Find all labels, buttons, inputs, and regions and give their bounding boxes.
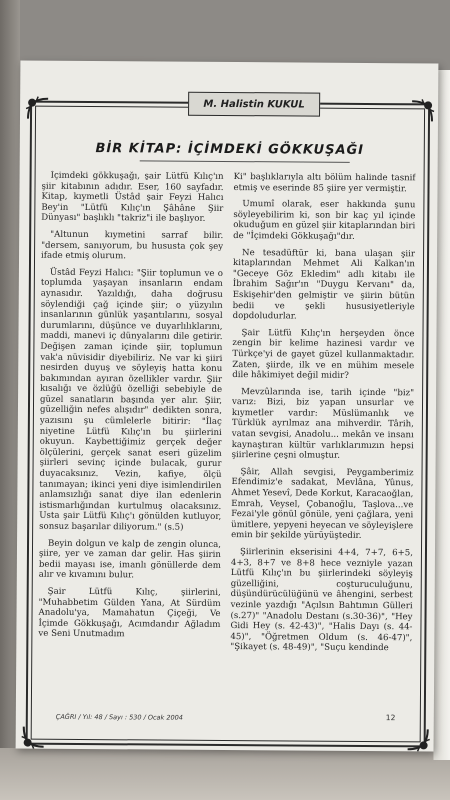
ornament-corner-icon bbox=[20, 723, 48, 751]
paragraph: Şair Lütfü Kılıç, şiirlerini, "Muhabbetim Gülden Yana, At Sürdüm Anadolu'ya, Mamahatun Çiçeği, Ve İçimde Gökkuşağı, Acımdandır Ağladım ve Seni Unutmadım bbox=[38, 586, 221, 640]
ornament-corner-icon bbox=[404, 725, 432, 751]
paragraph: Mevzûlarında ise, tarih içinde "biz" varız: Bizi, biz yapan unsurlar ve kıymetler vardır: Müslümanlık ve Türklük ayrılmaz ana mihverdir. Târih, vatan sevgisi, Anadolu... mekân ve insanı kaynaştıran kültür varlıklarımızın hepsi şiirlerine çeşni olmuştur. bbox=[231, 386, 415, 462]
author-name: M. Halistin KUKUL bbox=[188, 92, 320, 117]
paragraph: Ne tesadüftür ki, bana ulaşan şiir kitaplarından Mehmet Ali Kalkan'ın "Geceye Göz Ekledim" adlı kitabı ile İbrahim Sağır'ın "Duygu Kervanı" da, Eskişehir'den gelmiştir ve şiirin bütün bedii ve şekli hususiyetleriyle dopdoludurlar. bbox=[232, 247, 416, 322]
paragraph: Şair Lütfü Kılıç'ın herşeyden önce zengin bir kelime hazinesi vardır ve Türkçe'yi de gayet güzel kullanmaktadır. Zaten, şiirde, ilk ve en mühim mesele dile hâkimiyet değil midir? bbox=[232, 327, 415, 381]
page-number: 12 bbox=[385, 713, 396, 723]
paragraph: "Altunun kıymetini sarraf bilir. "dersem, sanıyorum, bu hususta çok şey ifade etmiş olurum. bbox=[41, 229, 224, 262]
article-title: BİR KİTAP: İÇİMDEKİ GÖKKUŞAĞI bbox=[95, 141, 365, 158]
paragraph: Üstâd Feyzi Halıcı: "Şiir toplumun ve o toplumda yaşayan insanların endam aynasıdır. Yazıldığı, daha doğrusu söylendiği çağ içinde şiir; o yüzyılın insanlarının günlük yaşantılarını, sosyal durumlarını, düşünce ve duyarlılıklarını, maddi, manevi iç dünyalarını dile getirir. Değişen zaman içinde şiir, toplumun vak'a nüvisidir diyebiliriz. Ne var ki şiiri nesirden duyuş ve söyleyiş hatta konu bakımından ayıran özellikler vardır. Şiir kısalığı ve özlüğü özelliği sebebiyle de güzel sanatların başında yer alır. Şiir, güzelliğin nefes alışıdır" dedikten sonra, yazısını şu cümlelerle bitirir: "İlaç niyetine Lütfü Kılıç'ın bu şiirlerini okuyun. Kaybettiğimiz gerçek değer ölçülerini, gerçek sanat eseri güzelim şiirleri sevinç içinde bulacak, gurur duyacaksınız. Vezin, kafiye, ölçü tanımayan; ikinci yeni diye isimlendirilen anlamsızlığı sanat diye ilan edenlerin istismarlığından kurtulmuş olacaksınız. Usta şair Lütfü Kılıç'ı gönülden kutluyor, sonsuz başarılar diliyorum." (s.5) bbox=[39, 267, 223, 533]
paragraph: Umumî olarak, eser hakkında şunu söyleyebilirim ki, son bir kaç yıl içinde okuduğum en güzel şiir kitaplarından biri de "İçimdeki Gökkuşağı"dır. bbox=[233, 199, 416, 242]
paragraph: Şiirlerinin ekserisini 4+4, 7+7, 6+5, 4+3, 8+7 ve 8+8 hece vezniyle yazan Lütfü Kılıç'ın bu şiirlerindeki söyleyiş güzelliğini, coşturuculuğunu, düşündürücülüğünü ve âhengini, serbest vezinle yazdığı "Açılsın Bahtımın Gülleri (s.27)" "Anadolu Destanı (s.30-36)", "Hey Gidi Hey (s. 42-43)", "Halis Dayı (s. 44-45)", "Öğretmen Oldum (s. 46-47)", "Şikayet (s. 48-49)", "Suçu kendinde bbox=[230, 547, 414, 654]
text-column-right bbox=[230, 172, 416, 693]
paragraph: Beyin dolgun ve kalp de zengin olunca, şiire, yer ve zaman dar gelir. Has şiirin bedii mayası ise, imanlı gönüllerde dem alır ve kıvamını bulur. bbox=[38, 538, 222, 581]
magazine-page bbox=[16, 61, 439, 752]
paragraph: Şâir, Allah sevgisi, Peygamberimiz Efendimiz'e sadakat, Mevlâna, Yûnus, Ahmet Yesevî, Dede Korkut, Karacaoğlan, Emrah, Veysel, Çobanoğlu, Taşlova...ve Fezai'yle gönül gönüle, yeni çağlara, yeni ümitlere, yepyeni heyecan ve söyleyişlere emin bir şekilde yürüyüştedir. bbox=[231, 466, 414, 542]
text-column-left bbox=[38, 171, 224, 692]
paragraph: Ki" başlıklarıyla altı bölüm halinde tasnif etmiş ve eserinde 85 şiire yer vermiştir. bbox=[233, 172, 416, 194]
ornament-corner-icon bbox=[408, 97, 436, 125]
desk-surface bbox=[0, 748, 450, 800]
issue-footer: ÇAĞRI / Yıl: 48 / Sayı : 530 / Ocak 2004 bbox=[55, 712, 183, 722]
paragraph: İçimdeki gökkuşağı, şair Lütfü Kılıç'ın şiir kitabının adıdır. Eser, 160 sayfadır. Kitap, kıymetli Üstâd şair Feyzi Halıcı Bey'in "Lütfü Kılıç'ın Şâhâne Şiir Dünyası" başlıklı "takriz"i ile başlıyor. bbox=[41, 170, 224, 225]
ornament-corner-icon bbox=[24, 95, 52, 123]
